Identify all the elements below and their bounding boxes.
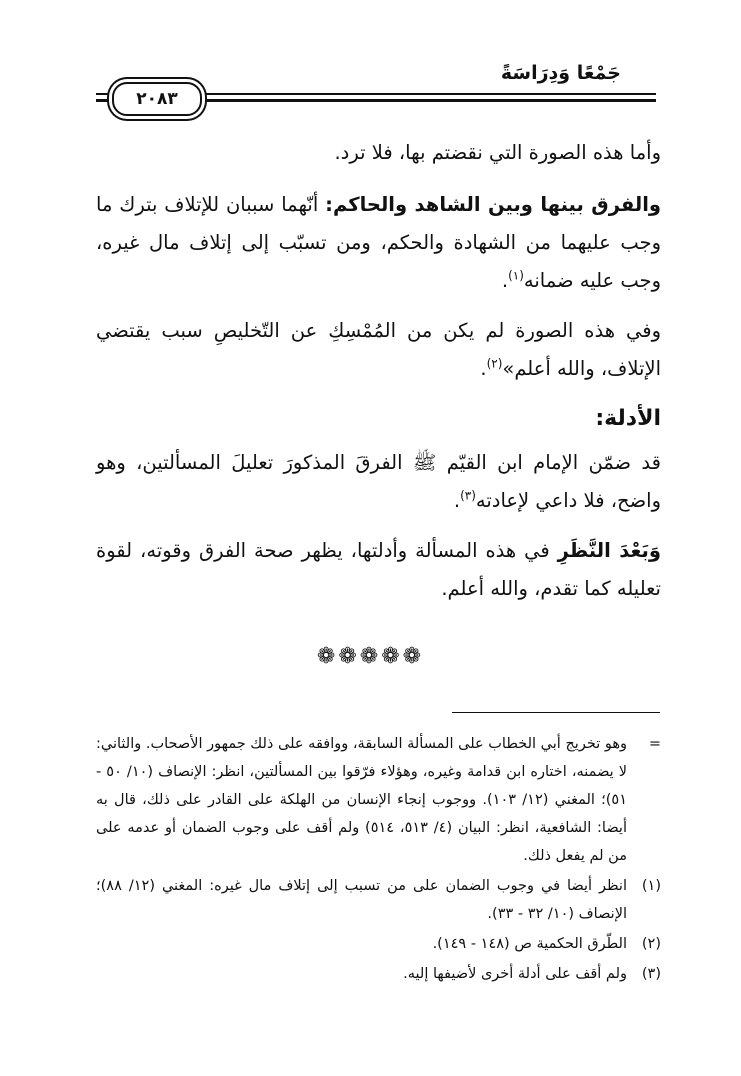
- ornament-divider: ❁❁❁❁❁: [316, 644, 425, 669]
- paragraph-5: [96, 532, 661, 608]
- footnote-text: وهو تخريج أبي الخطاب على المسألة السابقة، ووافقه على ذلك جمهور الأصحاب. والثاني: لا يضمنه، اختاره ابن قدامة وغيره، وهؤلاء فرّقوا بين المسألتين، انظر: الإنصاف (١٠/ ٥٠ - ٥١)؛ المغني (١٢/ ١٠٣). ووجوب إنجاء الإنسان من الهلكة على القادر على ذلك، قال به أيضا: الشافعية، انظر: البيان (٤/ ٥١٣، ٥١٤) ولم أقف على وجوب الضمان أو عدمه على من لم يفعل ذلك.: [96, 736, 628, 864]
- footnote-continuation: [96, 730, 661, 870]
- paragraph-4-text: قد ضمّن الإمام ابن القيّم ﷺ الفرقَ المذكورَ تعليلَ المسألتين، وهو واضح، فلا داعي لإعادته: [96, 451, 661, 512]
- footnote-mark: (١): [641, 878, 661, 894]
- paragraph-3: [96, 312, 661, 388]
- footnote-2: [96, 930, 661, 958]
- paragraph-3-end: .: [480, 357, 487, 380]
- footnote-text: ولم أقف على أدلة أخرى لأضيفها إليه.: [403, 966, 627, 982]
- paragraph-1: [96, 134, 661, 172]
- paragraph-2: [96, 186, 661, 300]
- footnote-3: [96, 960, 661, 988]
- paragraph-5-lead: وَبَعْدَ النَّظَرِ: [557, 539, 661, 562]
- section-heading-evidence: الأدلة:: [595, 406, 661, 431]
- footnote-ref-2: (٢): [486, 356, 503, 371]
- paragraph-2-end: .: [501, 269, 509, 292]
- running-title: جَمْعًا وَدِرَاسَةً: [500, 62, 621, 84]
- footnote-mark: (٢): [641, 936, 661, 952]
- footnote-mark: =: [648, 736, 661, 752]
- main-text: [96, 134, 661, 620]
- footnote-separator: [452, 712, 660, 713]
- paragraph-5-text: في هذه المسألة وأدلتها، يظهر صحة الفرق وقوته، لقوة تعليله كما تقدم، والله أعلم.: [96, 539, 661, 600]
- footnote-text: انظر أيضا في وجوب الضمان على من تسبب إلى إتلاف مال غيره: المغني (١٢/ ٨٨)؛ الإنصاف (١٠/ ٣٢ - ٣٣).: [96, 878, 627, 922]
- footnotes: [96, 730, 661, 990]
- footnote-ref-3: (٣): [460, 488, 476, 503]
- paragraph-3-text: وفي هذه الصورة لم يكن من المُمْسِكِ عن التّخليصِ سبب يقتضي الإتلاف، والله أعلم»: [96, 319, 661, 380]
- paragraph-4: [96, 444, 661, 520]
- footnote-1: [96, 872, 661, 928]
- footnote-mark: (٣): [641, 966, 661, 982]
- paragraph-2-lead: والفرق بينها وبين الشاهد والحاكم:: [325, 193, 661, 216]
- page-number-text: ٢٠٨٣: [136, 89, 178, 109]
- page-number: [112, 82, 202, 116]
- footnote-ref-1: (١): [508, 268, 524, 283]
- paragraph-4-end: .: [453, 489, 461, 512]
- footnote-text: الطّرق الحكمية ص (١٤٨ - ١٤٩).: [432, 936, 627, 952]
- paragraph-1-text: وأما هذه الصورة التي نقضتم بها، فلا ترد.: [334, 141, 661, 164]
- paragraph-2-text: أنّهما سببان للإتلاف بترك ما وجب عليهما من الشهادة والحكم، ومن تسبّب إلى إتلاف مال غيره، وجب عليه ضمانه: [96, 193, 661, 292]
